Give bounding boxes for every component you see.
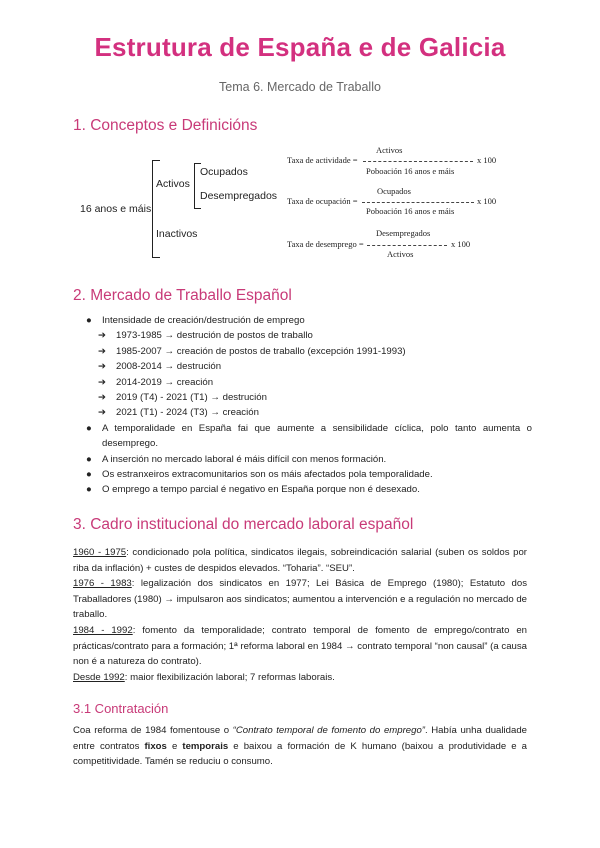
list-subitem-text: 2021 (T1) - 2024 (T3) → creación <box>116 407 259 419</box>
bullet-icon: ● <box>86 469 92 481</box>
paragraph-text: Coa reforma de 1984 fomentouse o <box>73 725 233 736</box>
timeline-entry <box>73 623 527 670</box>
timeline-period: 1976 - 1983 <box>73 578 132 590</box>
timeline-text: : maior flexibilización laboral; 7 reformas laborais. <box>124 671 335 683</box>
paragraph-text: e baixou a formación de K humano (baixou a produtividade e a competitividade. Tamén se reduciu o consumo. <box>73 740 527 768</box>
timeline-entry <box>73 545 527 576</box>
formula-denominator: Poboación 16 anos e máis <box>366 166 455 176</box>
list-item <box>82 467 532 482</box>
arrow-icon: ➔ <box>98 361 107 373</box>
bullet-icon: ● <box>86 484 92 496</box>
timeline-text: : condicionado pola política, sindicatos ilegais, sobreindicación salarial (suben os soldos por riba da inflación) + custes de despidos elevados. “Toharia”. “SEU”. <box>73 547 527 574</box>
fraction-line <box>362 202 474 203</box>
list-subitem-text: 2014-2019 → creación <box>116 376 214 388</box>
list-item-text: A temporalidade en España fai que aumente a sensibilidade cíclica, polo tanto aumenta o desemprego. <box>102 422 532 450</box>
list-item <box>82 313 532 328</box>
contracting-paragraph <box>73 723 527 770</box>
arrow-icon: ➔ <box>98 392 107 404</box>
formula-numerator: Activos <box>376 145 403 155</box>
bullet-icon: ● <box>86 315 92 326</box>
timeline-text: : legalización dos sindicatos en 1977; Lei Básica de Emprego (1980); Estatuto dos Traballadores (1980) → impulsaron aos sindicatos; aumentou a intervención e a regulación no mercado de traballo. <box>73 578 528 621</box>
arrow-icon: ➔ <box>98 407 107 419</box>
list-subitem-text: 2019 (T4) - 2021 (T1) → destrución <box>116 392 267 404</box>
formula-numerator: Desempregados <box>376 228 431 238</box>
bullet-icon: ● <box>86 453 92 465</box>
document-subtitle: Tema 6. Mercado de Traballo <box>219 80 381 94</box>
bullet-icon: ● <box>86 422 92 434</box>
arrow-icon: ➔ <box>98 376 107 388</box>
diagram-activos-label: Activos <box>156 178 190 190</box>
fraction-line <box>363 161 473 162</box>
list-subitem-text: 1985-2007 → creación de postos de traballo (excepción 1991-1993) <box>116 345 406 357</box>
list-subitem <box>82 359 532 374</box>
list-item-text: Os estranxeiros extracomunitarios son os máis afectados pola temporalidade. <box>102 469 433 481</box>
bold-term: temporais <box>182 740 229 752</box>
formula-label: Taxa de ocupación = <box>287 196 358 206</box>
list-subitem-text: 2008-2014 → destrución <box>116 361 222 373</box>
section-2-list <box>82 313 532 498</box>
formula-multiplier: x 100 <box>477 155 497 165</box>
arrow-icon: ➔ <box>98 345 107 357</box>
formula-label: Taxa de actividade = <box>287 155 358 165</box>
timeline-period: Desde 1992 <box>73 671 125 683</box>
list-item-text: Intensidade de creación/destrución de emprego <box>102 315 305 326</box>
contract-name: “Contrato temporal de fomento do emprego” <box>232 725 425 736</box>
diagram-desempregados-label: Desempregados <box>200 190 278 202</box>
timeline-period: 1960 - 1975 <box>73 547 127 558</box>
list-subitem <box>82 390 532 405</box>
diagram-root-label: 16 anos e máis <box>80 203 152 215</box>
list-subitem <box>82 344 532 359</box>
list-subitem <box>82 375 532 390</box>
list-subitem-text: 1973-1985 → destrución de postos de traballo <box>116 330 313 342</box>
timeline-period: 1984 - 1992 <box>73 624 133 636</box>
paragraph-text: . Había unha dualidade entre contratos <box>73 725 527 752</box>
list-item-text: A inserción no mercado laboral é máis difícil con menos formación. <box>102 453 387 465</box>
list-subitem <box>82 328 532 343</box>
timeline-entry <box>73 670 527 686</box>
list-subitem <box>82 405 532 420</box>
diagram-inactivos-label: Inactivos <box>156 228 198 240</box>
diagram-ocupados-label: Ocupados <box>200 166 248 178</box>
formula-numerator: Ocupados <box>377 186 411 196</box>
institutional-timeline <box>73 545 527 685</box>
formula-denominator: Poboación 16 anos e máis <box>366 206 455 216</box>
list-item-text: O emprego a tempo parcial é negativo en España porque non é desexado. <box>102 484 420 496</box>
arrow-icon: ➔ <box>98 330 107 342</box>
fraction-line <box>367 245 447 246</box>
diagram-main-brace <box>152 160 160 258</box>
document-title: Estrutura de España e de Galicia <box>94 32 506 62</box>
paragraph-text: e <box>166 740 183 752</box>
timeline-text: : fomento da temporalidade; contrato temporal de fomento de emprego/contrato en prácticas/contrato para a formación; 1ª reforma laboral en 1984 → contrato temporal “non causal” (a causa non é a natureza do contrato). <box>73 624 527 668</box>
section-3-1-heading: 3.1 Contratación <box>73 701 169 716</box>
list-item <box>82 452 532 467</box>
list-item <box>82 482 532 497</box>
list-item <box>82 421 532 452</box>
section-2-heading: 2. Mercado de Traballo Español <box>73 287 292 304</box>
section-1-heading: 1. Conceptos e Definicións <box>73 117 258 134</box>
formula-multiplier: x 100 <box>477 196 497 206</box>
section-3-heading: 3. Cadro institucional do mercado laboral español <box>73 516 414 533</box>
timeline-entry <box>73 576 527 623</box>
formula-multiplier: x 100 <box>451 239 471 249</box>
formula-label: Taxa de desemprego = <box>287 239 364 249</box>
formula-denominator: Activos <box>387 249 414 259</box>
bold-term: fixos <box>144 740 167 752</box>
